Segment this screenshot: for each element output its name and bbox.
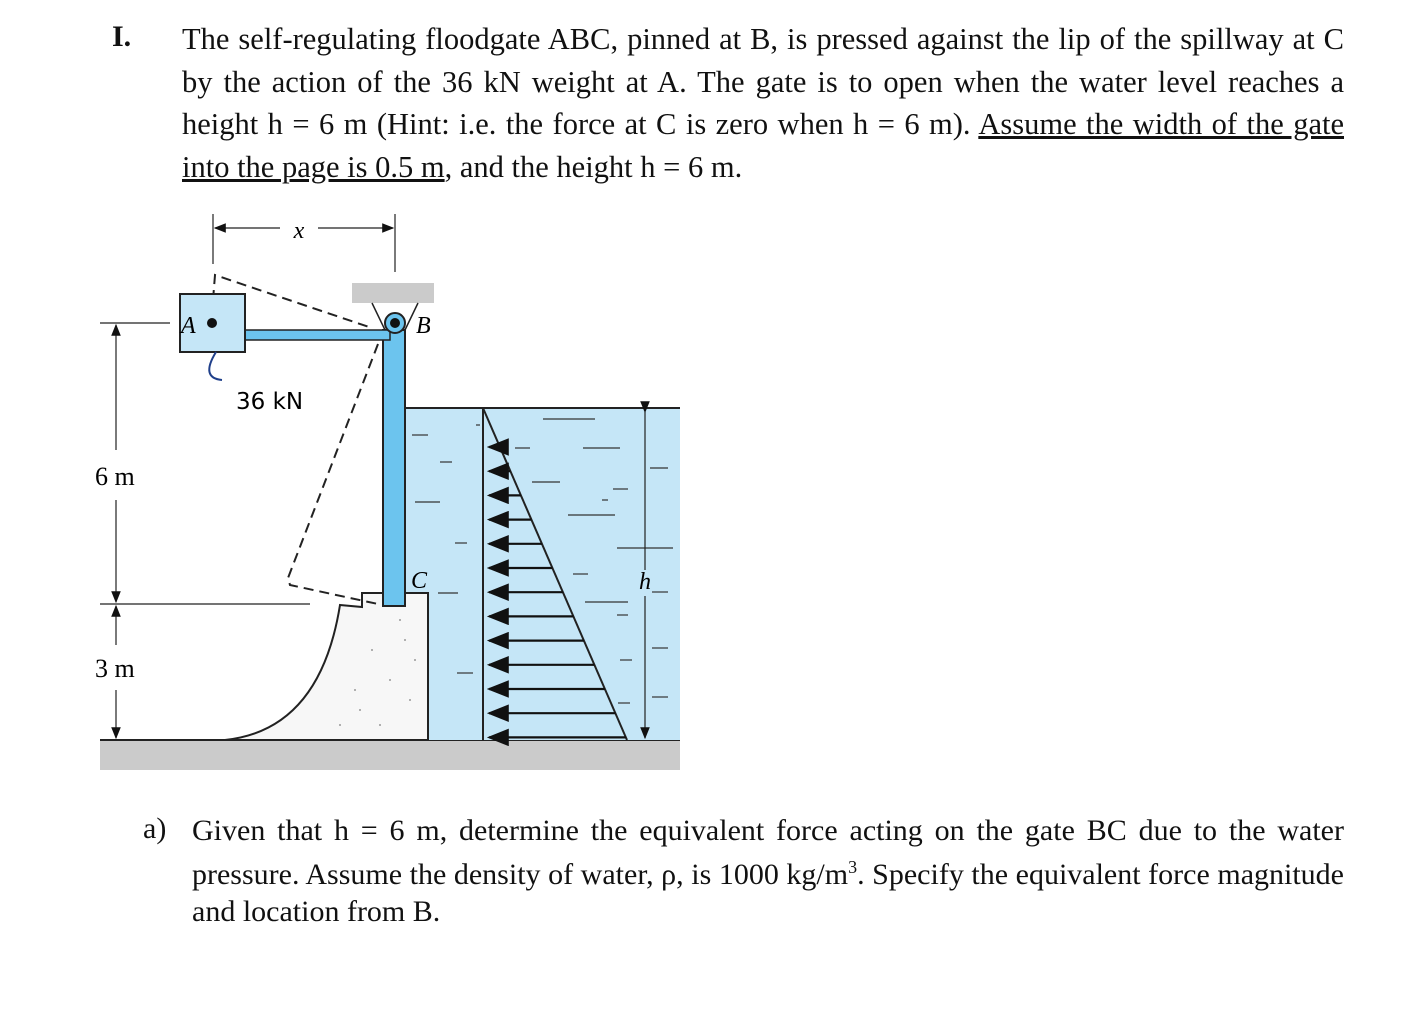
pin-support — [352, 283, 434, 303]
problem-number: I. — [112, 20, 132, 53]
label-c: C — [411, 568, 428, 594]
part-a-text — [192, 812, 1344, 930]
part-a-text-2: . Specify the equivalent force magnitude and location from B. — [192, 858, 1344, 928]
label-x: x — [293, 218, 305, 244]
spillway — [225, 593, 428, 740]
part-a-sup: 3 — [848, 857, 858, 877]
label-b: B — [416, 313, 431, 339]
part-a-text-1: Given that h = 6 m, determine the equivalent force acting on the gate BC due to the water pressure. Assume the density of water, ρ, is 1000 kg/m — [192, 814, 1344, 891]
problem-text-1: The self-regulating floodgate ABC, pinned at B, is pressed against the lip of the spillway at C by the action of the 36 kN weight at A. The gate is to open when the water level reaches a height h = 6 m (Hint: i.e. the force at C is zero when h = 6 m). — [182, 22, 1344, 141]
dim-3m: 3 m — [95, 654, 135, 683]
ground — [100, 740, 680, 770]
label-a: A — [181, 313, 196, 339]
gate-bc — [383, 330, 405, 606]
dim-6m: 6 m — [95, 462, 135, 491]
weight-label: 36 kN — [236, 389, 304, 415]
problem-text-underlined: Assume the width of the gate into the page is 0.5 m — [182, 107, 1344, 184]
part-a-label: a) — [143, 812, 167, 845]
problem-text-2: , and the height h = 6 m. — [444, 149, 743, 184]
label-h: h — [639, 569, 651, 595]
gate-arm — [245, 330, 390, 340]
